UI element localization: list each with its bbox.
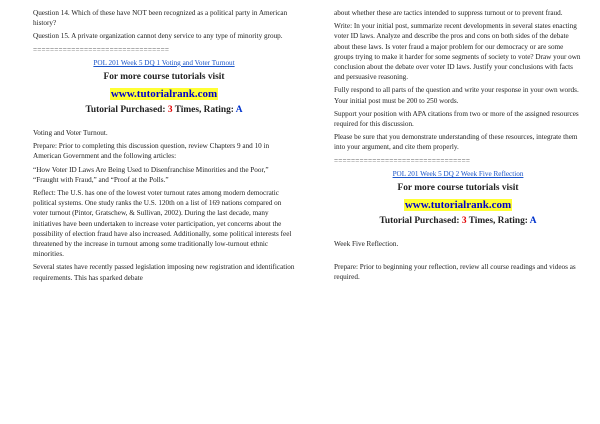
write-text: Write: In your initial post, summarize recent developments in several states enacting voter ID laws. Analyze and describe the pros and cons on both sides of the debate about these laws. Is voter fraud a major problem for our democracy or are some groups trying to make it harder for some segments of society to vote? Draw your own conclusion about the debate over voter ID laws. Justify your conclusions with facts and persuasive reasoning. [334,22,581,82]
site-url[interactable]: www.tutorialrank.com [110,88,218,101]
tutorial-link[interactable]: POL 201 Week 5 DQ 2 Week Five Reflection [392,169,524,178]
prepare-text: Prepare: Prior to beginning your reflection, review all course readings and videos as required. [334,263,576,282]
fully-respond-text: Fully respond to all parts of the question and write your response in your own words. Your initial post must be 200 to 250 words. [334,86,579,105]
more-tutorials-text: For more course tutorials visit [103,72,225,83]
please-text: Please be sure that you demonstrate understanding of these resources, integrate them into your argument, and cite them properly. [334,133,578,152]
separator: ================================ [334,156,471,165]
separator: ================================ [33,45,170,54]
purchase-count: 3 [167,105,173,116]
purchase-info: Tutorial Purchased: 3 Times, Rating: A [379,216,537,227]
question-15: Question 15. A private organization cannot deny service to any type of minority group. [33,32,283,41]
purchase-count: 3 [461,216,467,227]
several-states-text: Several states have recently passed legislation imposing new registration and identification requirements. This has sparked debate [33,263,295,282]
right-page [334,8,582,286]
more-tutorials-text: For more course tutorials visit [397,183,519,194]
rating-value: A [235,105,243,116]
support-text: Support your position with APA citations from two or more of the assigned resources required for this discussion. [334,109,579,129]
reflect-text: Reflect: The U.S. has one of the lowest voter turnout rates among modern democratic political systems. One study ranks the U.S. 120th on a list of 169 nations compared on voter turnout (Pintor, Gratschew, & Sullivan, 2002). During the last decade, many initiatives have been undertaken to increase voter participation, yet concerns about the possibility of election fraud have also increased. Additionally, some political interests feel threatened by the increase in turnout among some traditionally low-turnout ethnic minorities. [33,189,292,259]
left-page [33,8,295,286]
rating-value: A [529,216,537,227]
section-title: Week Five Reflection. [334,240,399,249]
prepare-text: Prepare: Prior to completing this discussion question, review Chapters 9 and 10 in American Government and the following articles: [33,142,270,161]
purchase-info: Tutorial Purchased: 3 Times, Rating: A [85,105,243,116]
question-14: Question 14. Which of these have NOT been recognized as a political party in American history? [33,9,288,28]
tutorial-link[interactable]: POL 201 Week 5 DQ 1 Voting and Voter Turnout [93,58,235,67]
articles-text: “How Voter ID Laws Are Being Used to Disenfranchise Minorities and the Poor,” “Fraught with Fraud,” and “Proof at the Polls.” [33,165,269,184]
site-url[interactable]: www.tutorialrank.com [404,199,512,212]
section-title: Voting and Voter Turnout. [33,129,108,138]
continuation-text: about whether these are tactics intended to suppress turnout or to prevent fraud. [334,9,563,17]
